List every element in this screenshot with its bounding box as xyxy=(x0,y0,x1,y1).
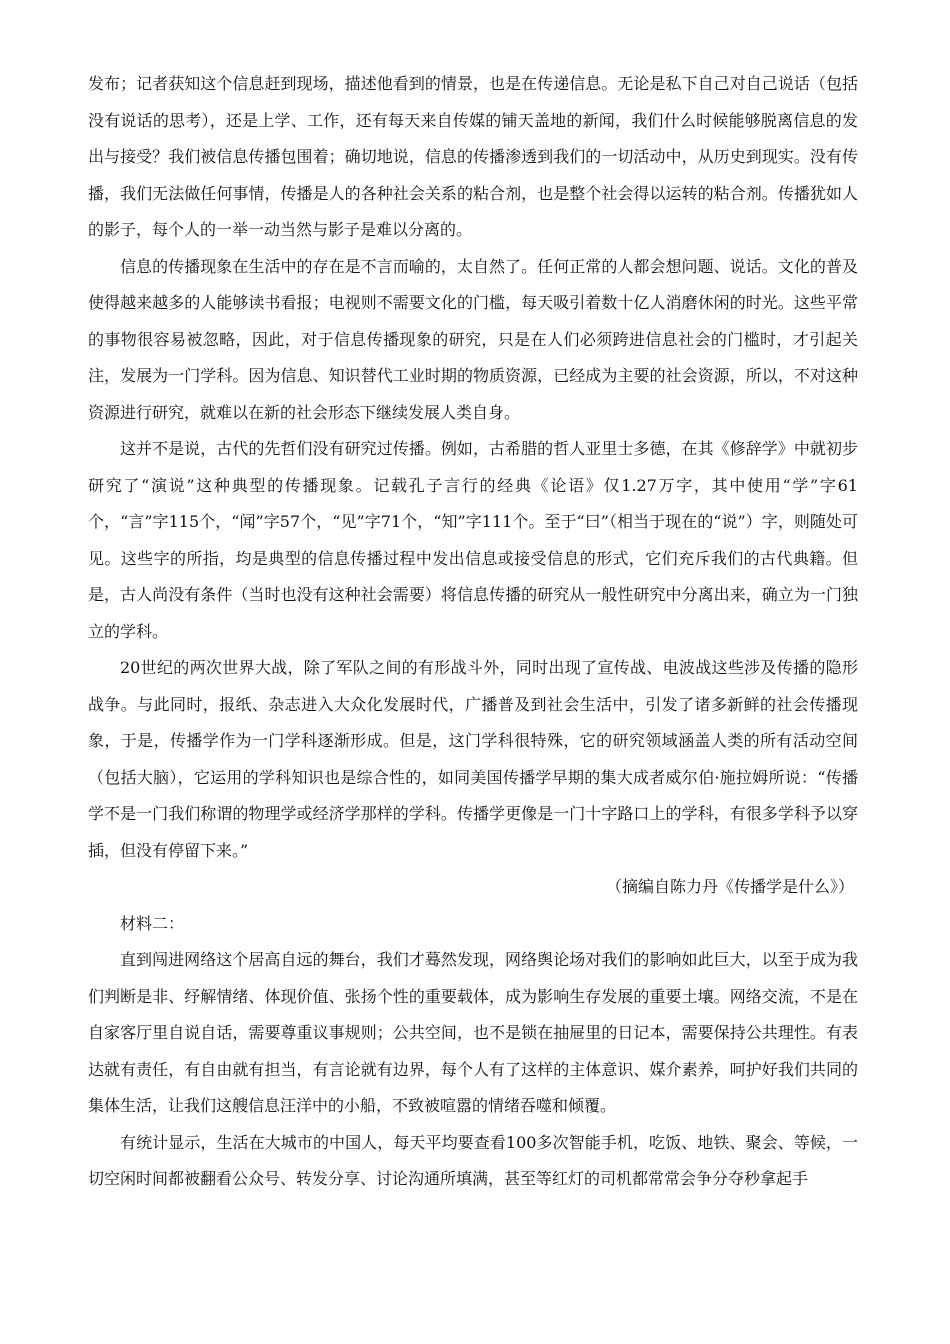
paragraph: 直到闯进网络这个居高自远的舞台，我们才蓦然发现，网络舆论场对我们的影响如此巨大，以至于成为我们判断是非、纾解情绪、体现价值、张扬个性的重要载体，成为影响生存发展的重要土壤。网络交流，不是在自家客厅里自说自话，需要尊重议事规则；公共空间，也不是锁在抽屉里的日记本，需要保持公共理性。有表达就有责任，有自由就有担当，有言论就有边界，每个人有了这样的主体意识、媒介素养，呵护好我们共同的集体生活，让我们这艘信息汪洋中的小船，不致被喧嚣的情绪吞噬和倾覆。 xyxy=(88,950,858,1115)
paragraph: 这并不是说，古代的先哲们没有研究过传播。例如，古希腊的哲人亚里士多德，在其《修辞学》中就初步研究了“演说”这种典型的传播现象。记载孔子言行的经典《论语》仅1.27万字，其中使用“学”字61个，“言”字115个，“闻”字57个，“见”字71个，“知”字111个。至于“曰”（相当于现在的“说”）字，则随处可见。这些字的所指，均是典型的信息传播过程中发出信息或接受信息的形式，它们充斥我们的古代典籍。但是，古人尚没有条件（当时也没有这种社会需要）将信息传播的研究从一般性研究中分离出来，确立为一门独立的学科。 xyxy=(88,439,858,641)
paragraph: 有统计显示，生活在大城市的中国人，每天平均要查看100多次智能手机，吃饭、地铁、聚会、等候，一切空闲时间都被翻看公众号、转发分享、讨论沟通所填满，甚至等红灯的司机都常常会争分夺秒拿起手 xyxy=(88,1132,858,1188)
document-page xyxy=(88,66,858,1198)
paragraph: 20世纪的两次世界大战，除了军队之间的有形战斗外，同时出现了宣传战、电波战这些涉及传播的隐形战争。与此同时，报纸、杂志进入大众化发展时代，广播普及到社会生活中，引发了诸多新鲜的社会传播现象，于是，传播学作为一门学科逐渐形成。但是，这门学科很特殊，它的研究领域涵盖人类的所有活动空间（包括大脑），它运用的学科知识也是综合性的，如同美国传播学早期的集大成者威尔伯·施拉姆所说：“传播学不是一门我们称谓的物理学或经济学那样的学科。传播学更像是一门十字路口上的学科，有很多学科予以穿插，但没有停留下来。” xyxy=(88,658,858,860)
paragraph: 发布；记者获知这个信息赶到现场，描述他看到的情景，也是在传递信息。无论是私下自己对自己说话（包括没有说话的思考），还是上学、工作，还有每天来自传媒的铺天盖地的新闻，我们什么时候能够脱离信息的发出与接受？我们被信息传播包围着；确切地说，信息的传播渗透到我们的一切活动中，从历史到现实。没有传播，我们无法做任何事情，传播是人的各种社会关系的粘合剂，也是整个社会得以运转的粘合剂。传播犹如人的影子，每个人的一举一动当然与影子是难以分离的。 xyxy=(88,74,858,239)
paragraph: 信息的传播现象在生活中的存在是不言而喻的，太自然了。任何正常的人都会想问题、说话。文化的普及使得越来越多的人能够读书看报；电视则不需要文化的门槛，每天吸引着数十亿人消磨休闲的时光。这些平常的事物很容易被忽略，因此，对于信息传播现象的研究，只是在人们必须跨进信息社会的门槛时，才引起关注，发展为一门学科。因为信息、知识替代工业时期的物质资源，已经成为主要的社会资源，所以，不对这种资源进行研究，就难以在新的社会形态下继续发展人类自身。 xyxy=(88,256,858,422)
section-label: 材料二： xyxy=(120,913,185,933)
source-citation: （摘编自陈力丹《传播学是什么》） xyxy=(605,877,854,896)
